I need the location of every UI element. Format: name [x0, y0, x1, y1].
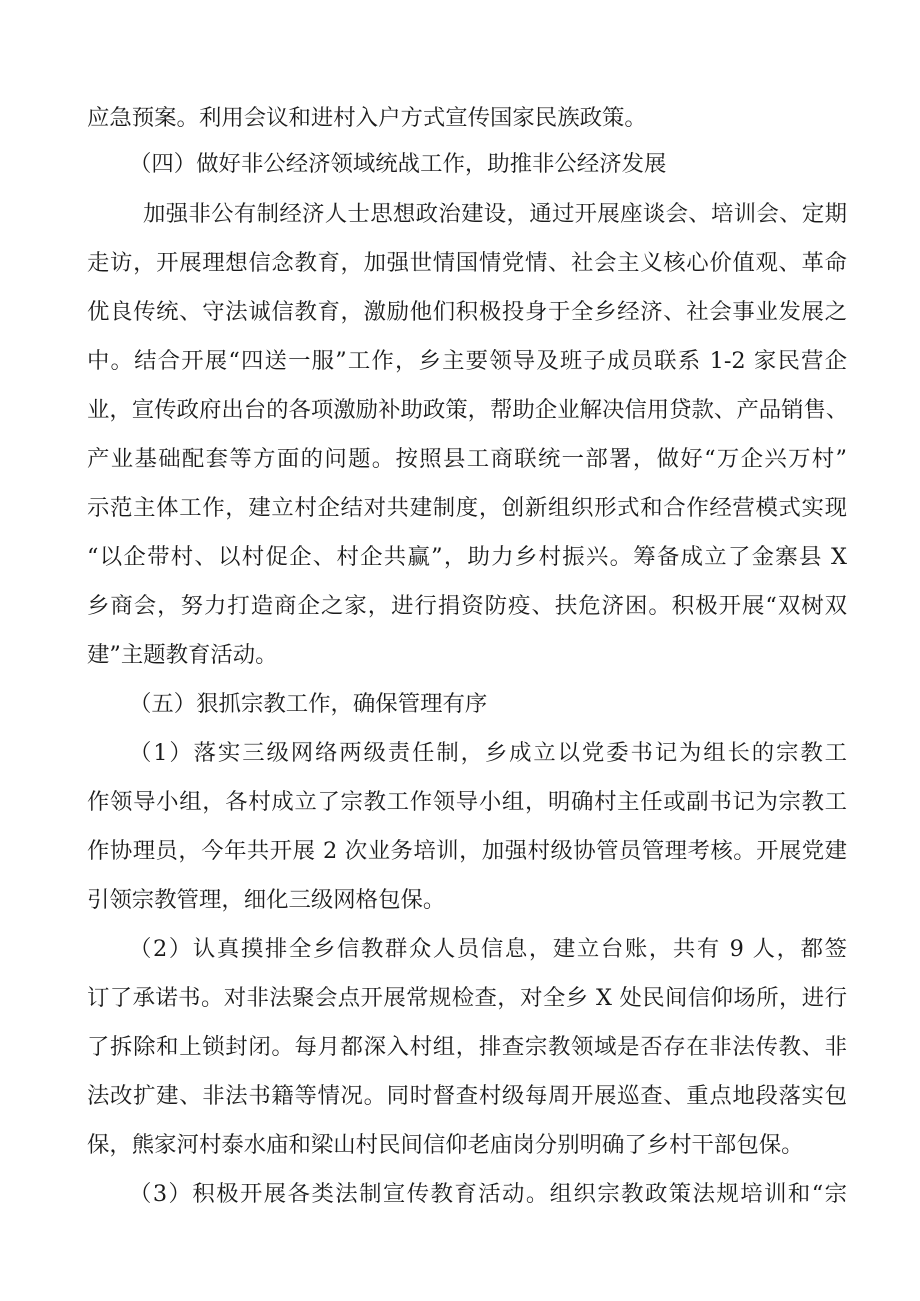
paragraph-line: （2）认真摸排全乡信教群众人员信息，建立台账，共有 9 人，都签: [129, 936, 847, 962]
paragraph-line: 中。结合开展“四送一服”工作，乡主要领导及班子成员联系 1-2 家民营企: [87, 348, 847, 374]
paragraph-line: 业，宣传政府出台的各项激励补助政策，帮助企业解决信用贷款、产品销售、: [87, 397, 849, 423]
paragraph-line: 加强非公有制经济人士思想政治建设，通过开展座谈会、培训会、定期: [143, 201, 847, 227]
paragraph-line: 引领宗教管理，细化三级网格包保。: [87, 887, 446, 913]
paragraph-line: 订了承诺书。对非法聚会点开展常规检查，对全乡 X 处民间信仰场所，进行: [87, 985, 847, 1011]
paragraph-line: （3）积极开展各类法制宣传教育活动。组织宗教政策法规培训和“宗: [129, 1181, 847, 1207]
paragraph-line: 示范主体工作，建立村企结对共建制度，创新组织形式和合作经营模式实现: [87, 495, 847, 521]
section-heading-4: （四）做好非公经济领域统战工作，助推非公经济发展: [129, 151, 667, 177]
section-heading-5: （五）狠抓宗教工作，确保管理有序: [129, 691, 488, 717]
paragraph-line: 应急预案。利用会议和进村入户方式宣传国家民族政策。: [87, 105, 647, 131]
paragraph-line: 保，熊家河村泰水庙和梁山村民间信仰老庙岗分别明确了乡村干部包保。: [87, 1132, 804, 1158]
paragraph-line: “以企带村、以村促企、村企共赢”，助力乡村振兴。筹备成立了金寨县 X: [87, 544, 847, 570]
paragraph-line: 作领导小组，各村成立了宗教工作领导小组，明确村主任或副书记为宗教工: [87, 789, 847, 815]
paragraph-line: 优良传统、守法诚信教育，激励他们积极投身于全乡经济、社会事业发展之: [87, 299, 847, 325]
paragraph-line: 作协理员，今年共开展 2 次业务培训，加强村级协管员管理考核。开展党建: [87, 838, 847, 864]
paragraph-line: （1）落实三级网络两级责任制，乡成立以党委书记为组长的宗教工: [129, 740, 847, 766]
paragraph-line: 建”主题教育活动。: [87, 642, 278, 668]
paragraph-line: 法改扩建、非法书籍等情况。同时督查村级每周开展巡查、重点地段落实包: [87, 1083, 847, 1109]
paragraph-line: 走访，开展理想信念教育，加强世情国情党情、社会主义核心价值观、革命: [87, 250, 847, 276]
paragraph-line: 了拆除和上锁封闭。每月都深入村组，排查宗教领域是否存在非法传教、非: [87, 1034, 847, 1060]
paragraph-line: 产业基础配套等方面的问题。按照县工商联统一部署，做好“万企兴万村”: [87, 446, 847, 472]
paragraph-line: 乡商会，努力打造商企之家，进行捐资防疫、扶危济困。积极开展“双树双: [87, 593, 847, 619]
